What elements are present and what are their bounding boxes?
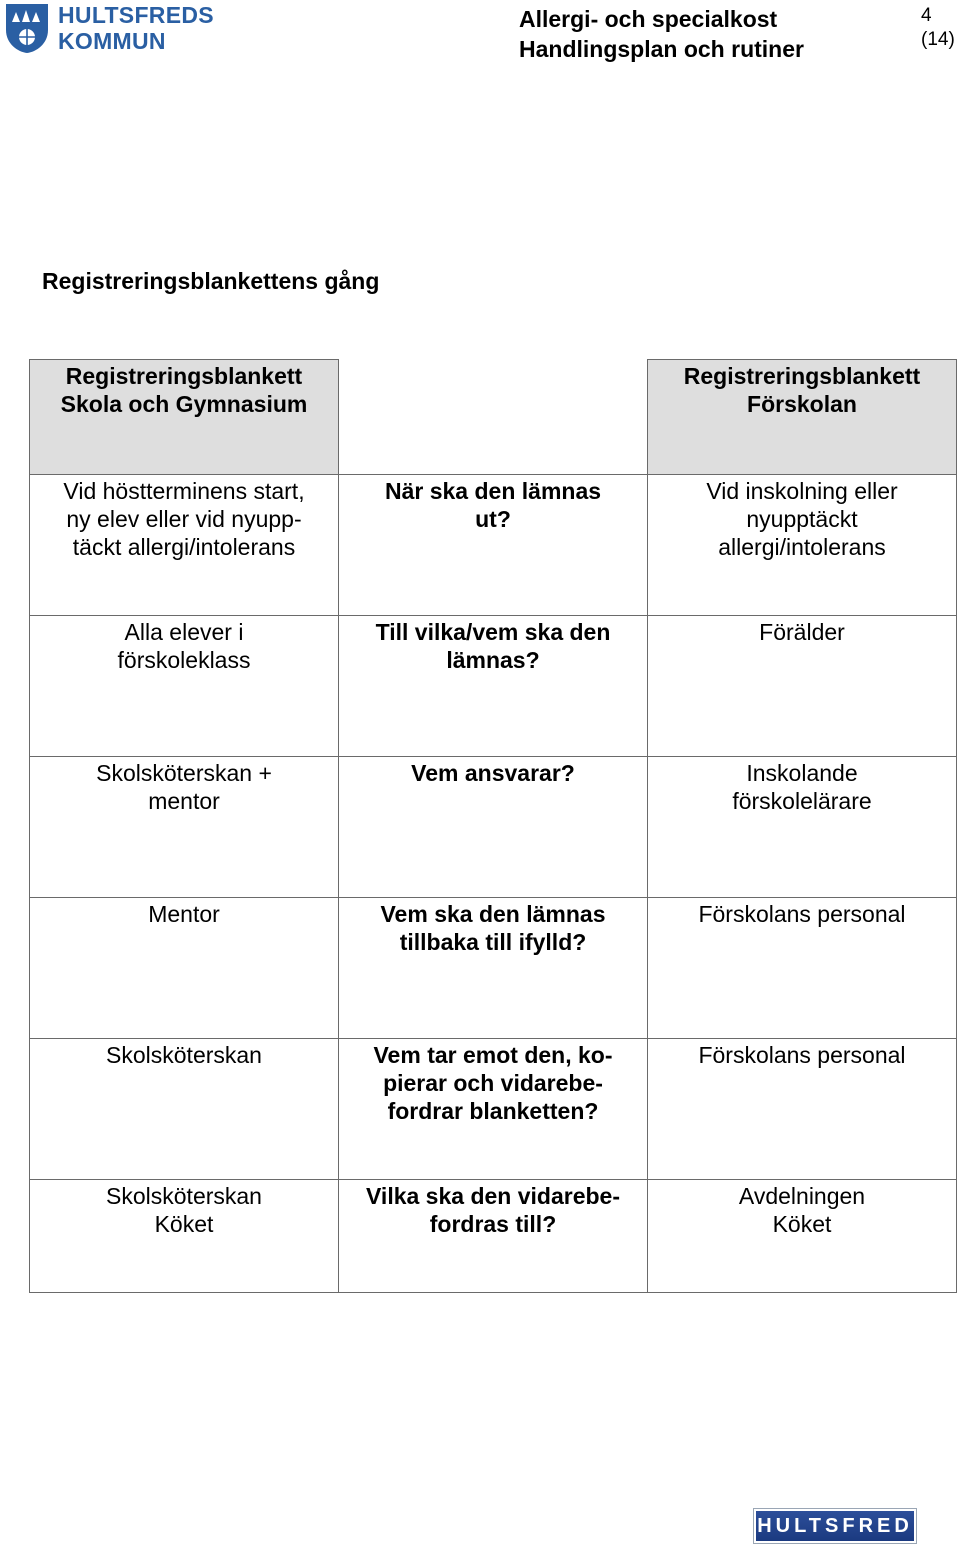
municipality-logo: [4, 2, 214, 54]
table-row: [30, 898, 957, 1039]
school-cell: [30, 757, 339, 898]
question-cell: [339, 475, 648, 616]
preschool-cell: [648, 1039, 957, 1180]
school-cell: [30, 1039, 339, 1180]
preschool-cell-line: Förskolans personal: [698, 1042, 906, 1068]
page-total: (14): [921, 29, 955, 50]
question-cell-line: ut?: [475, 506, 511, 532]
question-cell-line: pierar och vidarebe-: [383, 1070, 603, 1096]
question-cell-line: Till vilka/vem ska den: [375, 619, 611, 645]
head-preschool-line: Förskolan: [747, 391, 857, 417]
preschool-cell-line: nyupptäckt: [746, 506, 858, 532]
registration-flow-table: [29, 359, 957, 1293]
page-current: 4: [921, 5, 932, 26]
logo-text-line1: HULTSFREDS: [58, 2, 214, 28]
table-head-school: [30, 360, 339, 475]
preschool-cell-line: allergi/intolerans: [718, 534, 886, 560]
school-cell-line: Köket: [154, 1211, 214, 1237]
question-cell: [339, 616, 648, 757]
section-title: Registreringsblankettens gång: [42, 268, 380, 294]
question-cell: [339, 1039, 648, 1180]
school-cell-line: Vid höstterminens start,: [63, 478, 305, 504]
table-row: [30, 616, 957, 757]
preschool-cell: [648, 475, 957, 616]
preschool-cell: [648, 616, 957, 757]
question-cell-line: lämnas?: [446, 647, 540, 673]
question-cell-line: fordrar blanketten?: [387, 1098, 599, 1124]
preschool-cell-line: förskolelärare: [732, 788, 872, 814]
head-preschool-line: Registreringsblankett: [683, 363, 921, 389]
preschool-cell: [648, 898, 957, 1039]
school-cell: [30, 1180, 339, 1293]
school-cell-line: Skolsköterskan +: [96, 760, 272, 786]
table-row: [30, 757, 957, 898]
preschool-cell-line: Köket: [772, 1211, 832, 1237]
logo-text-line2: KOMMUN: [58, 28, 166, 54]
page-number: [921, 4, 955, 52]
footer-logo-text: HULTSFRED: [756, 1511, 914, 1541]
school-cell: [30, 616, 339, 757]
school-cell: [30, 475, 339, 616]
preschool-cell: [648, 757, 957, 898]
school-cell-line: Alla elever i: [124, 619, 244, 645]
preschool-cell-line: Förälder: [759, 619, 845, 645]
shield-logo-icon: [4, 2, 50, 54]
school-cell-line: Skolsköterskan: [106, 1183, 262, 1209]
school-cell-line: mentor: [148, 788, 220, 814]
document-title-line1: Allergi- och specialkost: [519, 6, 778, 32]
preschool-cell-line: Inskolande: [746, 760, 858, 786]
preschool-cell-line: Avdelningen: [738, 1183, 866, 1209]
table-head-preschool: [648, 360, 957, 475]
school-cell-line: täckt allergi/intolerans: [72, 534, 296, 560]
school-cell-line: Mentor: [148, 901, 220, 927]
school-cell-line: ny elev eller vid nyupp-: [66, 506, 302, 532]
preschool-cell-line: Vid inskolning eller: [706, 478, 898, 504]
school-cell-line: förskoleklass: [117, 647, 251, 673]
table-row: [30, 1039, 957, 1180]
school-cell-line: Skolsköterskan: [106, 1042, 262, 1068]
question-cell: [339, 1180, 648, 1293]
preschool-cell: [648, 1180, 957, 1293]
question-cell-line: fordras till?: [429, 1211, 557, 1237]
question-cell-line: Vilka ska den vidarebe-: [366, 1183, 620, 1209]
question-cell-line: När ska den lämnas: [384, 478, 602, 504]
question-cell-line: Vem tar emot den, ko-: [373, 1042, 613, 1068]
question-cell: [339, 757, 648, 898]
footer-logo: [753, 1508, 917, 1544]
question-cell-line: Vem ska den lämnas: [380, 901, 606, 927]
head-school-line: Registreringsblankett: [65, 363, 303, 389]
head-school-line: Skola och Gymnasium: [60, 391, 308, 417]
school-cell: [30, 898, 339, 1039]
document-title-line2: Handlingsplan och rutiner: [519, 36, 804, 62]
table-row: [30, 1180, 957, 1293]
table-head-spacer: [339, 360, 648, 475]
question-cell: [339, 898, 648, 1039]
question-cell-line: Vem ansvarar?: [411, 760, 575, 786]
question-cell-line: tillbaka till ifylld?: [399, 929, 587, 955]
document-title: [519, 4, 804, 64]
table-row: [30, 475, 957, 616]
preschool-cell-line: Förskolans personal: [698, 901, 906, 927]
